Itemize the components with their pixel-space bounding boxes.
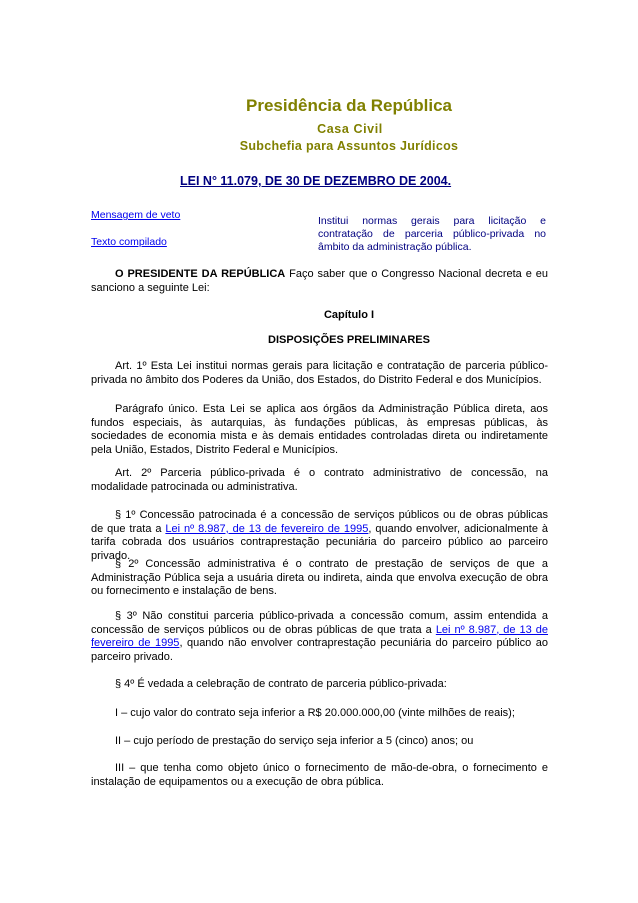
header-subunit: Subchefia para Assuntos Jurídicos [239,139,459,153]
law-8987-link[interactable]: Lei nº 8.987, de 13 de fevereiro de 1995 [91,623,549,649]
chapter-heading: Capítulo I [323,309,375,321]
article-2-paragraph-2: § 2º Concessão administrativa é o contrato de prestação de serviços de que a Administração Pública seja a usuária direta ou indireta, ainda que envolva execução de obra ou fornecimento e instalação de bens. [91,558,548,597]
header-title: Presidência da República [246,96,452,115]
sole-paragraph: Parágrafo único. Esta Lei se aplica aos órgãos da Administração Pública direta, aos fundos especiais, às autarquias, às fundações públicas, às empresas públicas, às sociedades de economia mista e às demais entidades controladas direta ou indiretamente pela União, Estados, Distrito Federal e Municípios. [91,403,548,456]
preamble [91,268,548,295]
veto-message-link[interactable]: Mensagem de veto [91,209,181,221]
law-title-link[interactable]: LEI N° 11.079, DE 30 DE DEZEMBRO DE 2004. [180,174,452,188]
article-2-paragraph-3: § 3º Não constitui parceria público-privada a concessão comum, assim entendida a concessão de serviços públicos ou de obras públicas de que trata a Lei nº 8.987, de 13 de fevereiro de 1995, quando não envolver contraprestação pecuniária do parceiro público ao parceiro privado. [91,610,549,663]
preamble-president: O PRESIDENTE DA REPÚBLICA [115,268,286,280]
item-i: I – cujo valor do contrato seja inferior a R$ 20.000.000,00 (vinte milhões de reais); [115,707,515,719]
article-2: Art. 2º Parceria público-privada é o contrato administrativo de concessão, na modalidade patrocinada ou administrativa. [91,467,548,493]
preamble-text: Faço saber que o Congresso Nacional decreta e eu sanciono a seguinte Lei: [91,268,548,294]
compiled-text-link[interactable]: Texto compilado [91,236,167,248]
article-2-paragraph-4: § 4º É vedada a celebração de contrato de parceria público-privada: [115,678,447,690]
header-subtitle: Casa Civil [317,122,383,136]
article-2-paragraph-1: § 1º Concessão patrocinada é a concessão de serviços públicos ou de obras públicas de que trata a Lei nº 8.987, de 13 de fevereiro de 1995, quando envolver, adicionalmente à tarifa cobrada dos usuários contraprestação pecuniária do parceiro público ao parceiro privado. [91,509,548,562]
item-ii: II – cujo período de prestação do serviço seja inferior a 5 (cinco) anos; ou [115,735,474,747]
law-summary: Institui normas gerais para licitação e contratação de parceria público-privada no âmbito da administração pública. [318,215,546,253]
law-8987-link[interactable]: Lei nº 8.987, de 13 de fevereiro de 1995 [165,522,369,535]
chapter-title: DISPOSIÇÕES PRELIMINARES [268,334,430,346]
item-iii: III – que tenha como objeto único o fornecimento de mão-de-obra, o fornecimento e instalação de equipamentos ou a execução de obra pública. [91,762,548,788]
article-1: Art. 1º Esta Lei institui normas gerais para licitação e contratação de parceria público-privada no âmbito dos Poderes da União, dos Estados, do Distrito Federal e dos Municípios. [91,360,548,386]
